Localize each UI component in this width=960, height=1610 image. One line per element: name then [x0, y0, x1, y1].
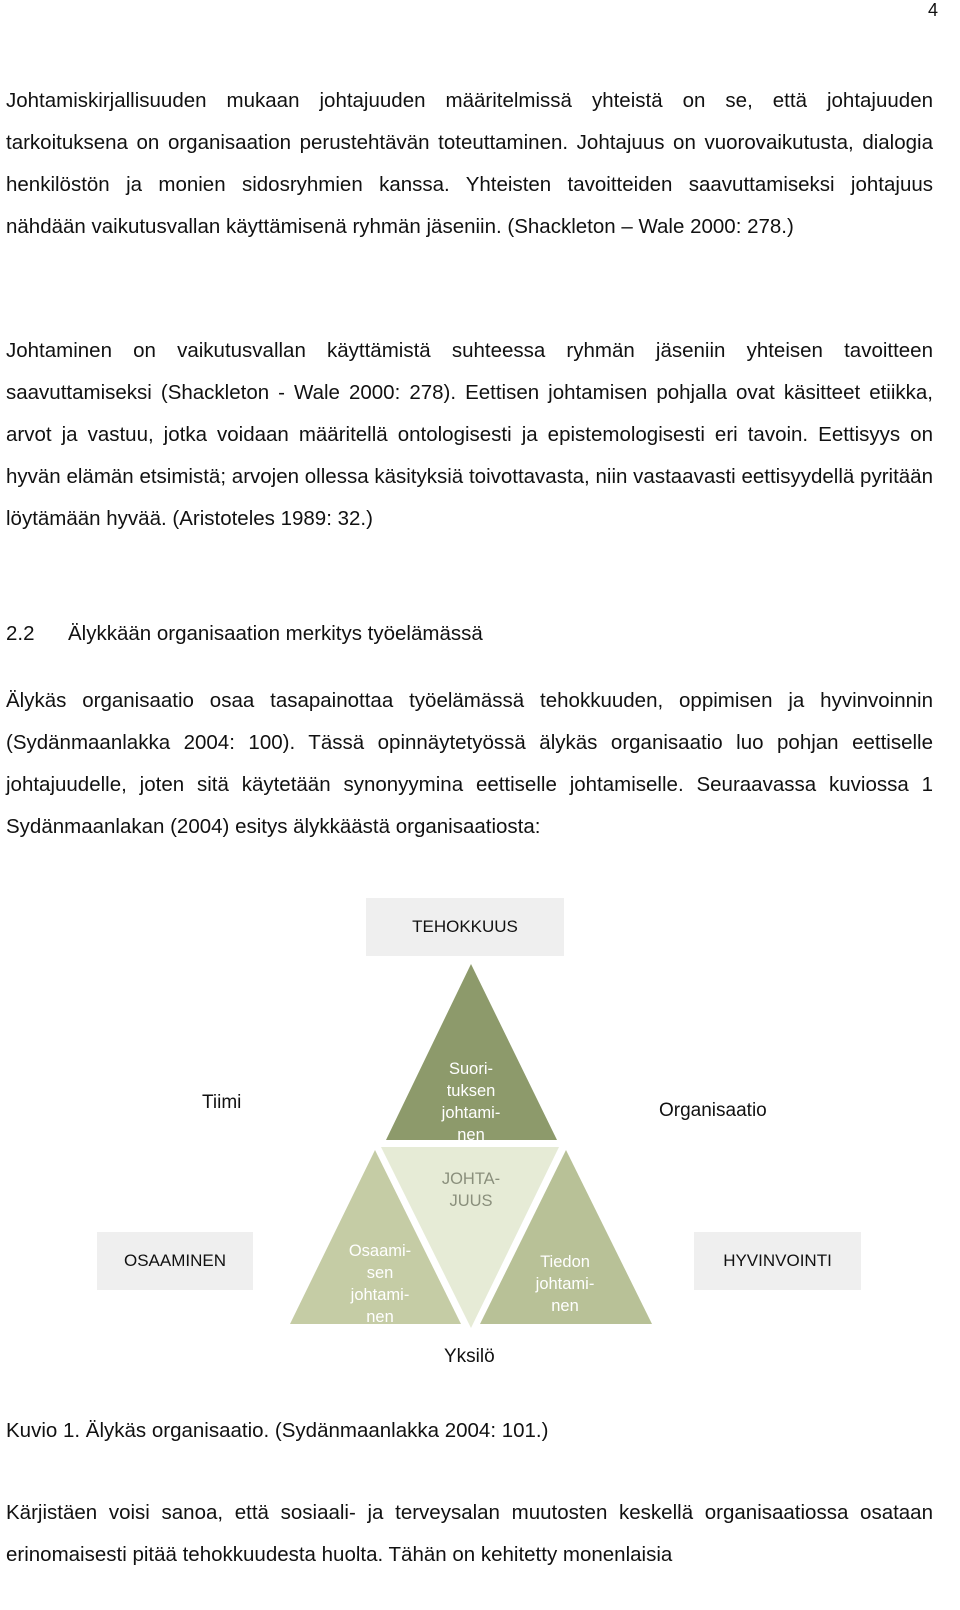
section-heading — [6, 620, 483, 648]
section-title: Älykkään organisaation merkitys työelämässä — [68, 622, 483, 645]
label-tiimi: Tiimi — [202, 1092, 242, 1113]
label-organisaatio: Organisaatio — [659, 1100, 767, 1121]
page-number: 4 — [927, 0, 938, 20]
top-triangle-label: Suori- tuksen johtami- nen — [441, 1060, 501, 1144]
label-yksilo: Yksilö — [444, 1346, 495, 1367]
section-number: 2.2 — [6, 622, 35, 645]
right-triangle-label: Tiedon johtami- nen — [535, 1253, 595, 1315]
box-osaaminen: OSAAMINEN — [97, 1232, 253, 1290]
paragraph-ethical-leadership: Johtaminen on vaikutusvallan käyttämistä suhteessa ryhmän jäseniin yhteisen tavoitteen saavuttamiseksi (Shackleton - Wale 2000: 278). Eettisen johtamisen pohjalla ovat käsitteet etiikka, arvot ja vastuu, jotka voidaan määritellä ontologisesti ja epistemologisesti eri tavoin. Eettisyys on hyvän elämän etsimistä; arvojen ollessa käsityksiä toivottavasta, niin vastaavasti eettisyydellä pyritään löytämään hyvää. (Aristoteles 1989: 32.) — [6, 339, 933, 530]
paragraph-leadership-definition: Johtamiskirjallisuuden mukaan johtajuuden määritelmissä yhteistä on se, että johtajuuden tarkoituksena on organisaation perustehtävän toteuttaminen. Johtajuus on vuorovaikutusta, dialogia henkilöstön ja monien sidosryhmien kanssa. Yhteisten tavoitteiden saavuttamiseksi johtajuus nähdään vaikutusvallan käyttämisenä ryhmän jäseniin. (Shackleton – Wale 2000: 278.) — [6, 89, 933, 238]
box-hyvinvointi: HYVINVOINTI — [694, 1232, 861, 1290]
triangle-diagram — [0, 900, 960, 1400]
box-tehokkuus: TEHOKKUUS — [366, 898, 564, 956]
left-triangle-label: Osaami- sen johtami- nen — [348, 1242, 412, 1326]
paragraph-intelligent-organisation: Älykäs organisaatio osaa tasapainottaa työelämässä tehokkuuden, oppimisen ja hyvinvoinnin (Sydänmaanlakka 2004: 100). Tässä opinnäytetyössä älykäs organisaatio luo pohjan eettiselle johtajuudelle, joten sitä käytetään synonyymina eettiselle johtamiselle. Seuraavassa kuviossa 1 Sydänmaanlakan (2004) esitys älykkäästä organisaatiosta: — [6, 689, 933, 838]
paragraph-conclusion: Kärjistäen voisi sanoa, että sosiaali- ja terveysalan muutosten keskellä organisaatiossa osataan erinomaisesti pitää tehokkuudesta huolta. Tähän on kehitetty monenlaisia — [6, 1501, 933, 1566]
figure-caption: Kuvio 1. Älykäs organisaatio. (Sydänmaanlakka 2004: 101.) — [6, 1419, 549, 1442]
intelligent-organisation-figure — [0, 900, 960, 1400]
center-triangle-label: JOHTA- JUUS — [441, 1170, 501, 1210]
